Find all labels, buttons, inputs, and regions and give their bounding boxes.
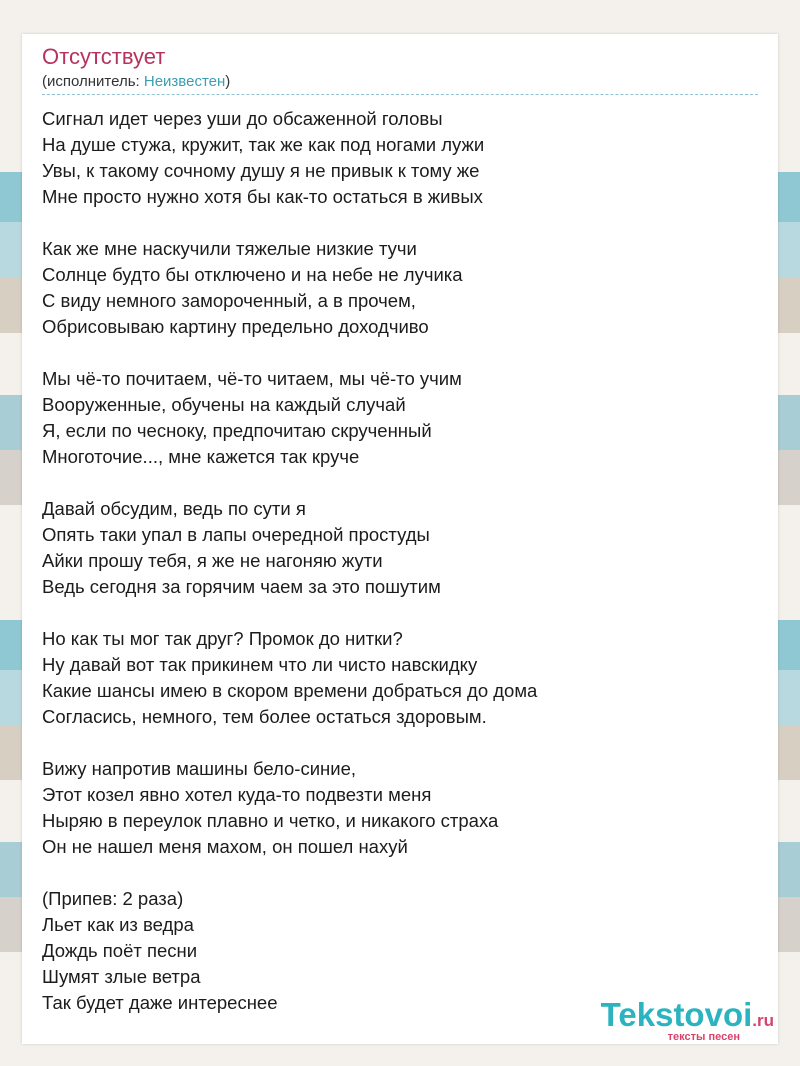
lyrics-body: [42, 106, 758, 1042]
performer-close: ): [225, 73, 231, 90]
lyric-line: Солнце будто бы отключено и на небе не лучика: [42, 264, 463, 285]
lyrics-stanza: [42, 366, 758, 470]
logo-name: Tekstovoi: [600, 996, 753, 1033]
lyric-line: Многоточие..., мне кажется так круче: [42, 446, 360, 467]
lyric-line: Сигнал идет через уши до обсаженной головы: [42, 108, 443, 129]
performer-line: [42, 72, 230, 92]
song-title: Отсутствует: [42, 44, 166, 69]
lyric-line: Но как ты мог так друг? Промок до нитки?: [42, 628, 403, 649]
lyric-line: Какие шансы имею в скором времени добраться до дома: [42, 680, 538, 701]
lyric-line: Этот козел явно хотел куда-то подвезти меня: [42, 784, 432, 805]
lyric-line: Льет как из ведра: [42, 914, 194, 935]
title-divider: [42, 94, 758, 95]
lyric-line: Я, если по чесноку, предпочитаю скрученный: [42, 420, 432, 441]
logo-tld: .ru: [752, 1011, 774, 1030]
lyric-line: Шумят злые ветра: [42, 966, 201, 987]
lyric-line: Ныряю в переулок плавно и четко, и никакого страха: [42, 810, 499, 831]
lyric-line: На душе стужа, кружит, так же как под ногами лужи: [42, 134, 485, 155]
lyrics-stanza: [42, 106, 758, 210]
lyric-line: Айки прошу тебя, я же не нагоняю жути: [42, 550, 383, 571]
lyric-line: Вижу напротив машины бело-синие,: [42, 758, 357, 779]
lyric-line: Увы, к такому сочному душу я не привык к тому же: [42, 160, 480, 181]
lyrics-stanza: [42, 236, 758, 340]
lyric-line: Мне просто нужно хотя бы как-то остаться в живых: [42, 186, 483, 207]
lyrics-stanza: [42, 496, 758, 600]
lyric-line: (Припев: 2 раза): [42, 888, 184, 909]
lyric-line: Вооруженные, обучены на каждый случай: [42, 394, 406, 415]
site-logo[interactable]: [569, 998, 774, 1042]
lyric-line: С виду немного замороченный, а в прочем,: [42, 290, 416, 311]
lyric-line: Он не нашел меня махом, он пошел нахуй: [42, 836, 408, 857]
lyric-line: Ведь сегодня за горячим чаем за это пошутим: [42, 576, 441, 597]
lyric-line: Согласись, немного, тем более остаться здоровым.: [42, 706, 487, 727]
lyrics-card: [22, 34, 778, 1044]
performer-label: (исполнитель:: [42, 73, 144, 90]
lyrics-stanza: [42, 756, 758, 860]
lyric-line: Как же мне наскучили тяжелые низкие тучи: [42, 238, 417, 259]
lyric-line: Дождь поёт песни: [42, 940, 198, 961]
lyrics-stanza: [42, 626, 758, 730]
performer-link[interactable]: Неизвестен: [143, 73, 226, 90]
lyric-line: Ну давай вот так прикинем что ли чисто навскидку: [42, 654, 478, 675]
lyric-line: Мы чё-то почитаем, чё-то читаем, мы чё-то учим: [42, 368, 462, 389]
lyric-line: Опять таки упал в лапы очередной простуды: [42, 524, 430, 545]
lyric-line: Обрисовываю картину предельно доходчиво: [42, 316, 429, 337]
lyric-line: Так будет даже интереснее: [42, 992, 278, 1013]
logo-tagline: тексты песен: [667, 1031, 740, 1043]
lyric-line: Давай обсудим, ведь по сути я: [42, 498, 306, 519]
